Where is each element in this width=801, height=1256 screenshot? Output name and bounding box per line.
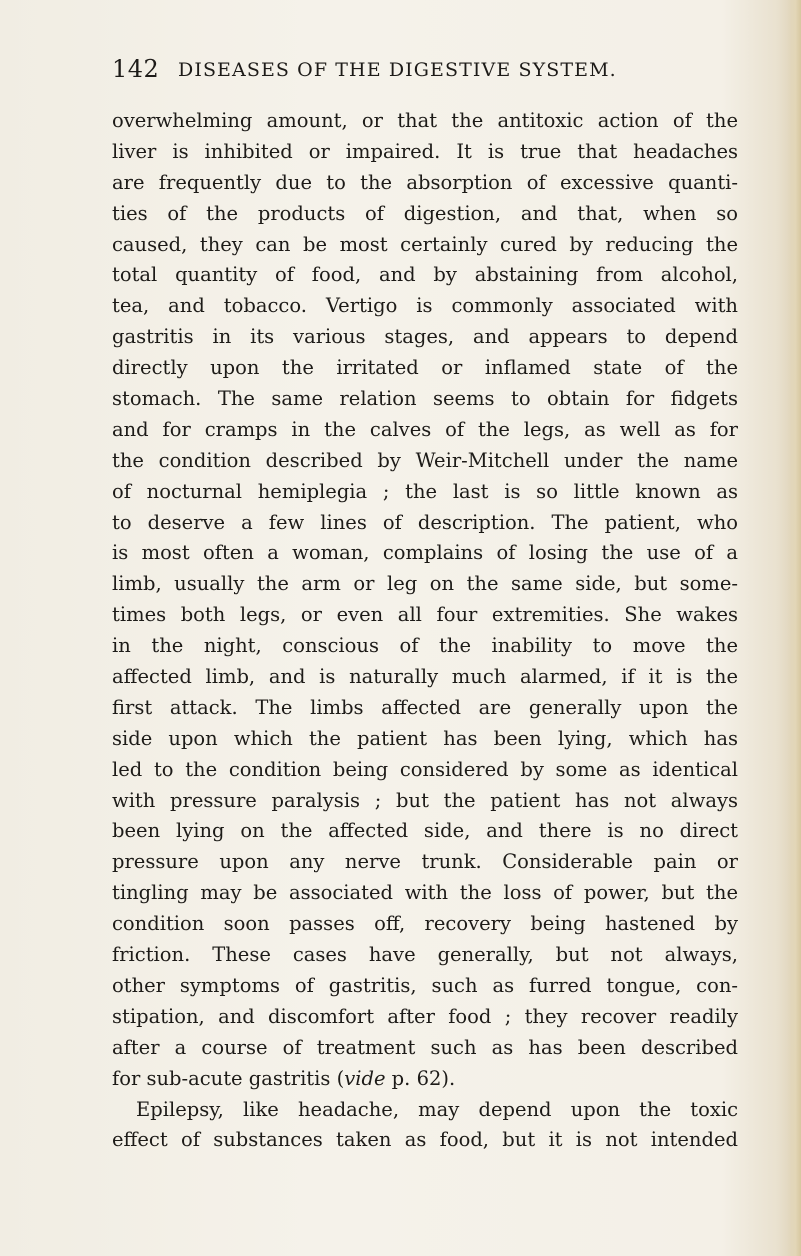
- text-line: overwhelming amount, or that the antitoxic action of the: [112, 109, 738, 132]
- text-line: stipation, and discomfort after food ; they recover readily: [112, 1004, 738, 1028]
- text-line: effect of substances taken as food, but it is not intended: [112, 1128, 738, 1152]
- text-line: been lying on the affected side, and there is no direct: [112, 819, 738, 843]
- text-line: are frequently due to the absorption of excessive quanti-: [112, 170, 738, 194]
- text-line: of nocturnal hemiplegia ; the last is so little known as: [112, 479, 738, 503]
- paragraph-start-line: Epilepsy, like headache, may depend upon the toxic: [136, 1097, 738, 1121]
- text-line: affected limb, and is naturally much alarmed, if it is the: [112, 665, 738, 689]
- text-line: total quantity of food, and by abstaining from alcohol,: [112, 263, 738, 287]
- body-text: [112, 106, 738, 1156]
- text-line: times both legs, or even all four extremities. She wakes: [112, 603, 738, 627]
- text-line: other symptoms of gastritis, such as furred tongue, con-: [112, 973, 738, 997]
- text-line: stomach. The same relation seems to obtain for fidgets: [112, 387, 738, 411]
- text-line: limb, usually the arm or leg on the same side, but some-: [112, 572, 738, 596]
- text-line: ties of the products of digestion, and that, when so: [112, 201, 738, 225]
- text-line: led to the condition being considered by some as identical: [112, 757, 738, 781]
- text-run: p. 62).: [385, 1066, 456, 1090]
- text-run: for sub-acute gastritis (: [112, 1066, 345, 1090]
- page-edge-shadow: [787, 0, 801, 1256]
- text-line: caused, they can be most certainly cured by reducing the: [112, 232, 738, 256]
- paragraph-end-line: [112, 1064, 738, 1095]
- text-line: condition soon passes off, recovery being hastened by: [112, 912, 738, 936]
- running-title: DISEASES OF THE DIGESTIVE SYSTEM.: [178, 59, 617, 81]
- text-line: first attack. The limbs affected are generally upon the: [112, 695, 738, 719]
- text-line: after a course of treatment such as has been described: [112, 1035, 738, 1059]
- text-line: to deserve a few lines of description. The patient, who: [112, 510, 738, 534]
- page-header: [112, 55, 672, 91]
- text-line: in the night, conscious of the inability to move the: [112, 634, 738, 658]
- text-line: and for cramps in the calves of the legs, as well as for: [112, 417, 738, 441]
- text-line: directly upon the irritated or inflamed state of the: [112, 356, 738, 380]
- text-line: the condition described by Weir-Mitchell under the name: [112, 448, 738, 472]
- text-line: gastritis in its various stages, and appears to depend: [112, 325, 738, 349]
- text-line: tingling may be associated with the loss of power, but the: [112, 881, 738, 905]
- text-line: with pressure paralysis ; but the patient has not always: [112, 788, 738, 812]
- text-line: liver is inhibited or impaired. It is true that headaches: [112, 139, 738, 163]
- text-line: pressure upon any nerve trunk. Considerable pain or: [112, 850, 738, 874]
- text-line: is most often a woman, complains of losing the use of a: [112, 541, 738, 565]
- text-line: friction. These cases have generally, but not always,: [112, 943, 738, 967]
- page-number: 142: [112, 55, 160, 83]
- text-line: side upon which the patient has been lying, which has: [112, 726, 738, 750]
- italic-term: vide: [344, 1066, 386, 1090]
- text-line: tea, and tobacco. Vertigo is commonly associated with: [112, 294, 738, 318]
